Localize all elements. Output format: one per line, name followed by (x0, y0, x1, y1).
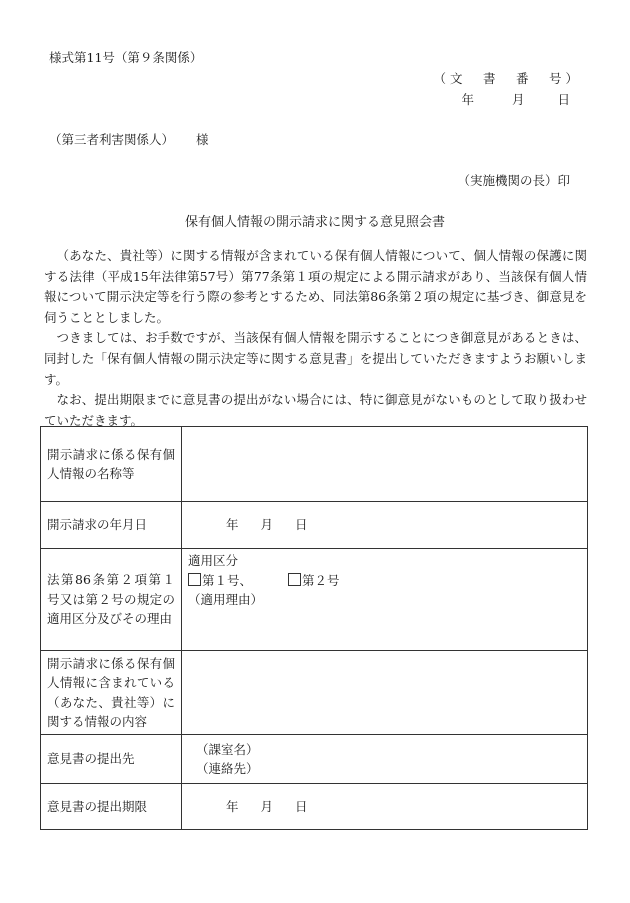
table-row (41, 735, 588, 784)
info-name-field[interactable] (182, 427, 588, 502)
date-year: 年 (461, 92, 474, 107)
table-row (41, 549, 588, 651)
reason-label: （適用理由） (188, 592, 264, 607)
submission-destination-field (182, 735, 588, 784)
deadline-field[interactable] (182, 784, 588, 830)
row-label-info-content: 開示請求に係る保有個人情報に含まれている（あなた、貴社等）に関する情報の内容 (41, 651, 182, 735)
document-title: 保有個人情報の開示請求に関する意見照会書 (184, 215, 445, 230)
request-date-month: 月 (260, 517, 274, 533)
addressee-name: （第三者利害関係人） (49, 132, 175, 147)
row-label-request-date: 開示請求の年月日 (41, 502, 182, 549)
body-paragraph: なお、提出期限までに意見書の提出がない場合には、特に御意見がないものとして取り扱わせていただきます。 (44, 392, 587, 428)
option1-label: 第１号、 (202, 572, 253, 588)
category-heading: 適用区分 (188, 553, 239, 568)
addressee (49, 130, 209, 148)
row-label-submission-destination: 意見書の提出先 (41, 735, 182, 784)
date-month: 月 (511, 92, 525, 107)
info-content-field[interactable] (182, 651, 588, 735)
addressee-honorific: 様 (196, 132, 209, 147)
option1-checkbox[interactable] (188, 573, 201, 586)
deadline-day: 日 (295, 798, 308, 814)
body-paragraph: つきましては、お手数ですが、当該保有個人情報を開示することにつき御意見があるときは、同封した「保有個人情報の開示決定等に関する意見書」を提出していただきますようお願いします。 (44, 330, 587, 387)
form-number: 様式第11号（第９条関係） (49, 50, 203, 65)
request-date-field[interactable] (182, 502, 588, 549)
request-date-year: 年 (226, 517, 239, 533)
body-text (44, 246, 587, 431)
document-date (461, 90, 570, 108)
row-label-info-name: 開示請求に係る保有個人情報の名称等 (41, 427, 182, 502)
inquiry-table (40, 426, 588, 830)
date-day: 日 (557, 92, 570, 107)
table-row (41, 502, 588, 549)
section-name-label: （課室名） (196, 741, 259, 757)
table-row (41, 651, 588, 735)
request-date-day: 日 (295, 517, 308, 533)
contact-label: （連絡先） (196, 761, 259, 776)
category-options (188, 571, 581, 591)
option2-checkbox[interactable] (288, 573, 301, 586)
document-number: （文 書 番 号） (433, 71, 582, 86)
row-label-deadline: 意見書の提出期限 (41, 784, 182, 830)
applicable-category-field (182, 549, 588, 651)
deadline-year: 年 (226, 798, 239, 814)
table-row (41, 784, 588, 830)
sender-signature: （実施機関の長）印 (457, 173, 570, 188)
body-paragraph: （あなた、貴社等）に関する情報が含まれている保有個人情報について、個人情報の保護に関する法律（平成15年法律第57号）第77条第１項の規定による開示請求があり、当該保有個人情報について開示決定等を行う際の参考とするため、同法第86条第２項の規定に基づき、御意見を伺うこととしました。 (44, 248, 587, 325)
option2-label: 第２号 (302, 572, 340, 588)
row-label-applicable-category: 法第86条第２項第１号又は第２号の規定の適用区分及びその理由 (41, 549, 182, 651)
deadline-month: 月 (260, 798, 274, 814)
table-row (41, 427, 588, 502)
